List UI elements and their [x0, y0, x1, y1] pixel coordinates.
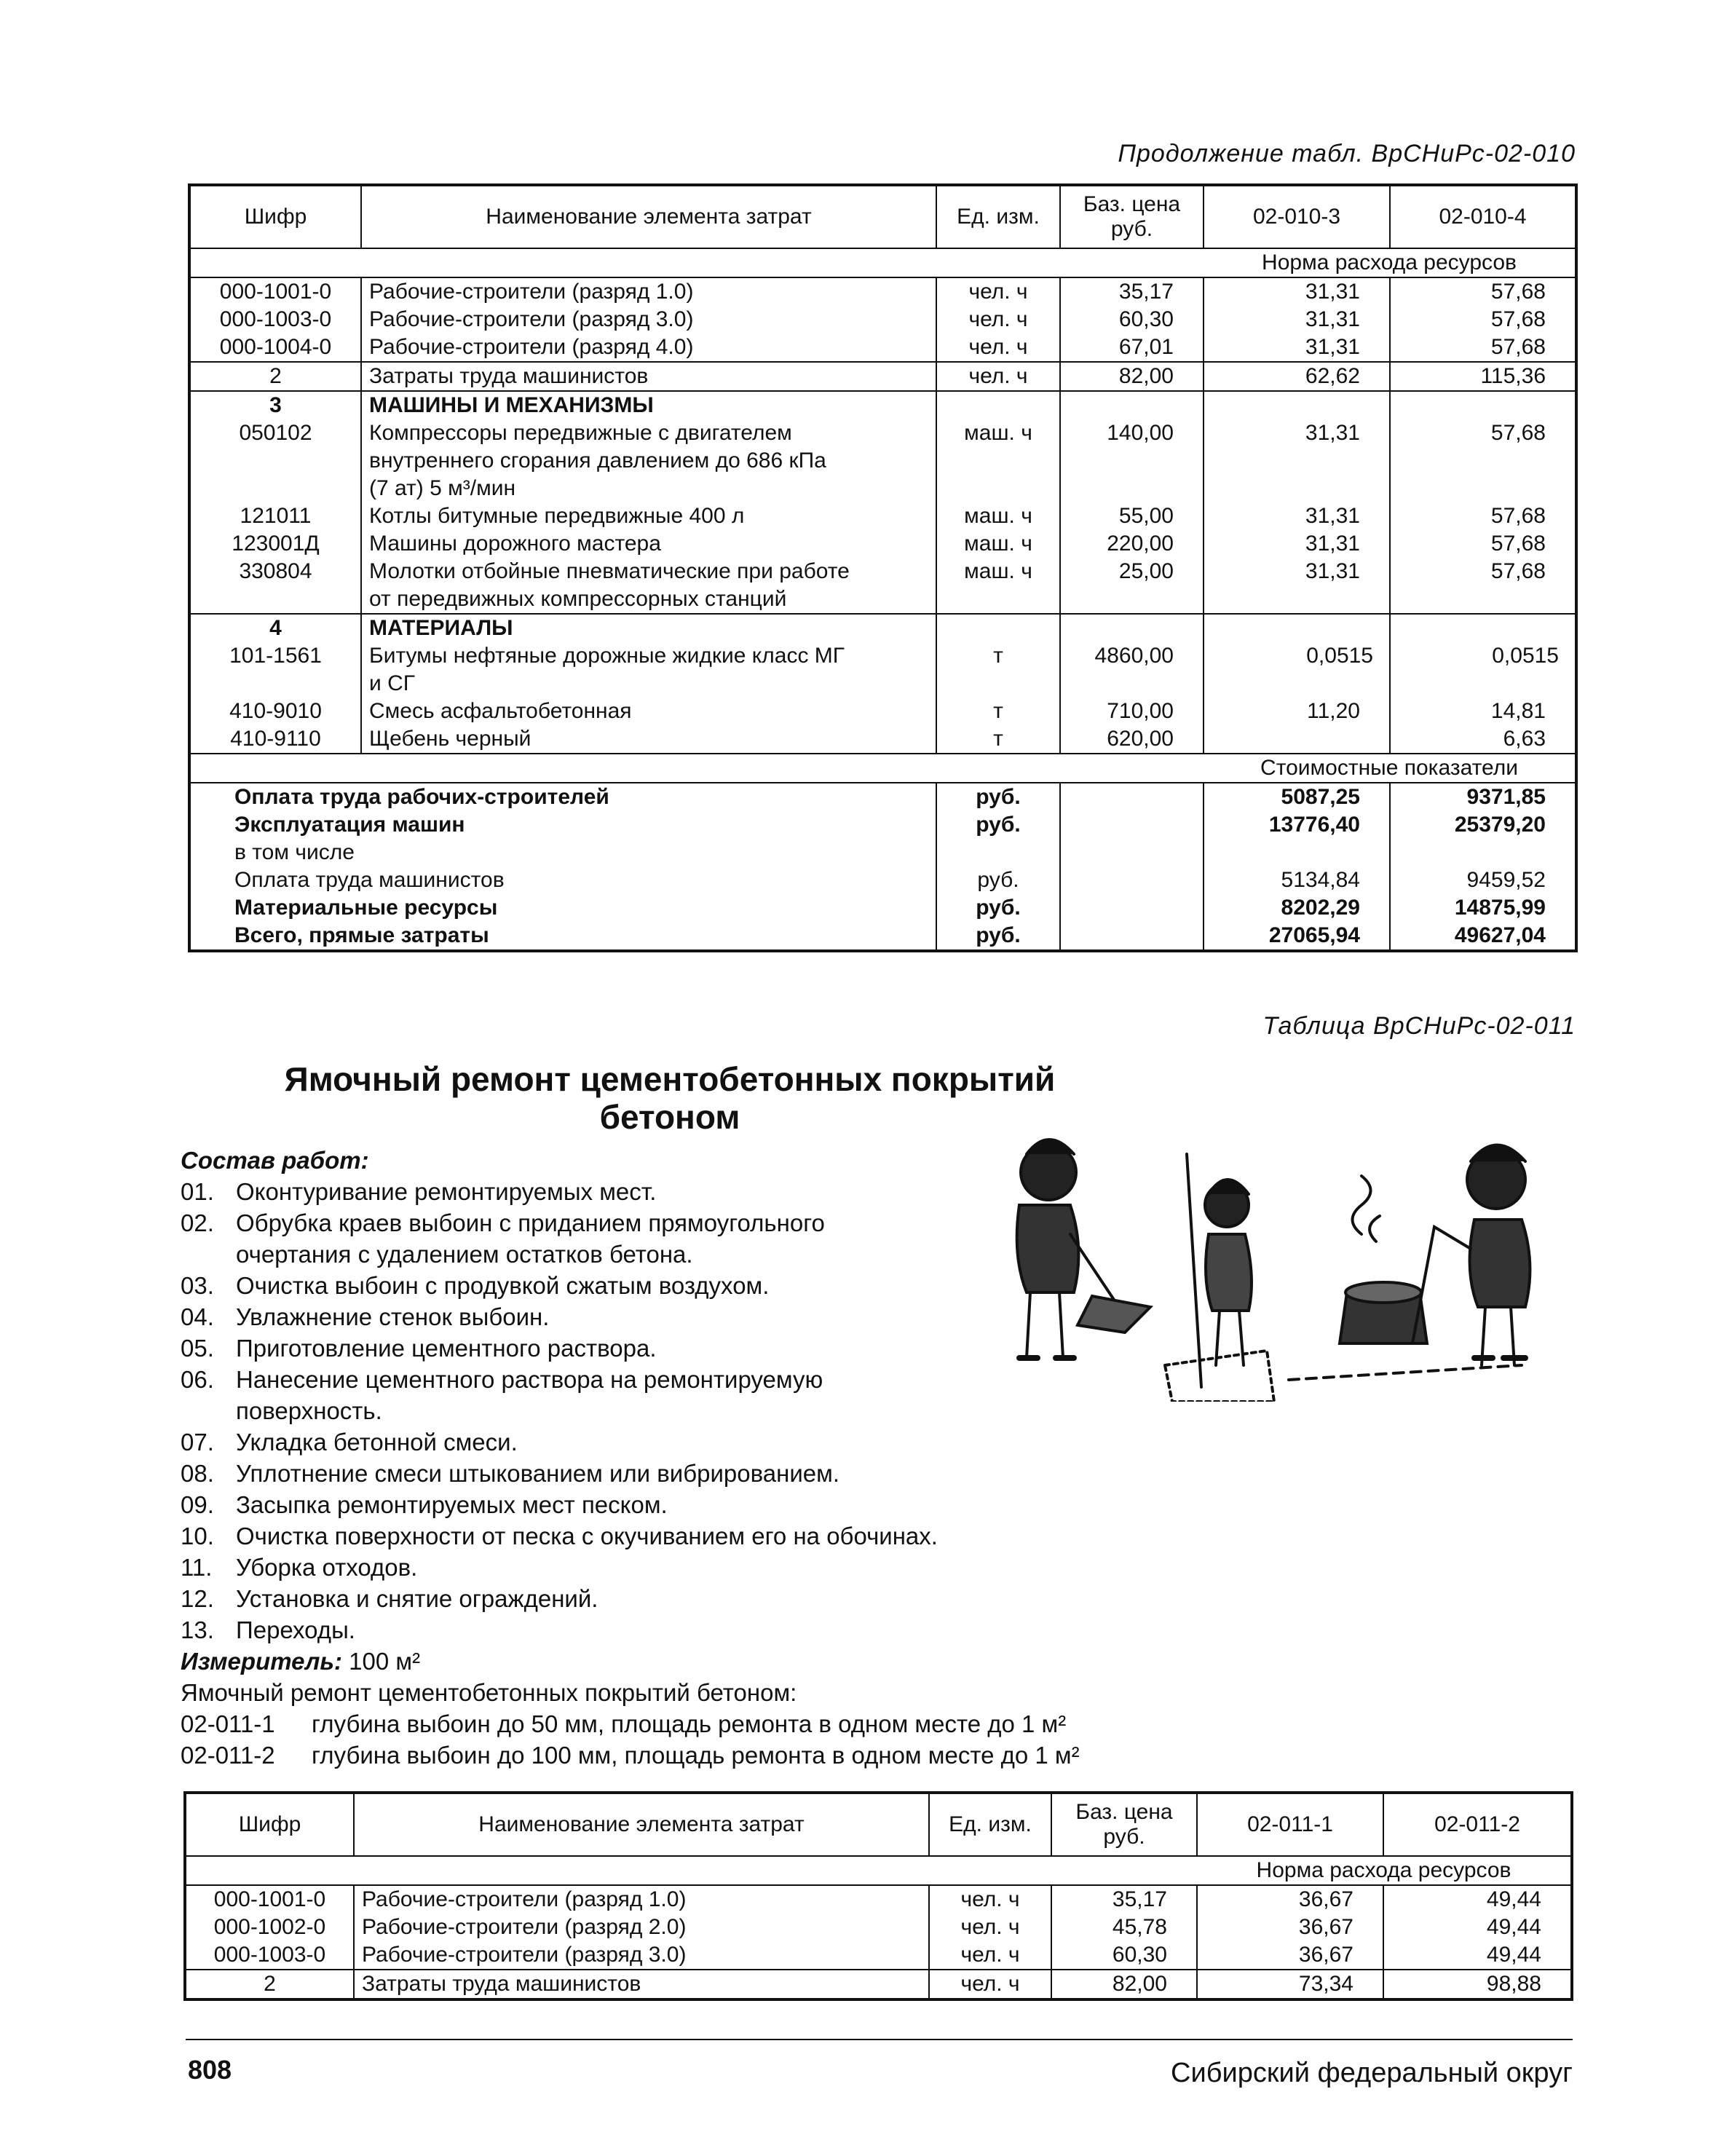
header-col-1: 02-010-3 — [1204, 185, 1390, 248]
table-row: 050102 Компрессоры передвижные с двигателем внутреннего сгорания давлением до 686 кПа (7 ат) 5 м³/мин маш. ч 140,00 31,31 57,68 — [189, 419, 1576, 502]
header-price: Баз. цена руб. — [1060, 185, 1204, 248]
list-item: 02. Обрубка краев выбоин с приданием прямоугольного — [181, 1209, 825, 1236]
list-item: 13. Переходы. — [181, 1616, 355, 1643]
list-item: 05. Приготовление цементного раствора. — [181, 1335, 657, 1362]
table-row: 2 Затраты труда машинистов чел. ч 82,00 73,34 98,88 — [185, 1970, 1572, 1999]
summary-row: Материальные ресурсы руб. 8202,29 14875,99 — [189, 894, 1576, 922]
header-name: Наименование элемента затрат — [354, 1793, 929, 1856]
summary-row: Всего, прямые затраты руб. 27065,94 49627,04 — [189, 922, 1576, 951]
page-number: 808 — [188, 2055, 232, 2085]
repair-item: 02-011-2 глубина выбоин до 100 мм, площадь ремонта в одном месте до 1 м² — [181, 1742, 1080, 1769]
list-item: 03. Очистка выбоин с продувкой сжатым воздухом. — [181, 1272, 770, 1299]
summary-row: в том числе — [189, 839, 1576, 866]
road-workers-illustration — [968, 1125, 1536, 1402]
works-header: Состав работ: — [181, 1147, 369, 1174]
header-unit: Ед. изм. — [936, 185, 1060, 248]
list-item: 10. Очистка поверхности от песка с окучиванием его на обочинах. — [181, 1523, 938, 1549]
table-row: 410-9110 Щебень черный т 620,00 6,63 — [189, 725, 1576, 754]
repair-item: 02-011-1 глубина выбоин до 50 мм, площадь ремонта в одном месте до 1 м² — [181, 1710, 1067, 1737]
table-row: 101-1561 Битумы нефтяные дорожные жидкие класс МГ и СГ т 4860,00 0,0515 0,0515 — [189, 642, 1576, 698]
section-row: 3 МАШИНЫ И МЕХАНИЗМЫ — [189, 391, 1576, 419]
table-row: 2 Затраты труда машинистов чел. ч 82,00 62,62 115,36 — [189, 362, 1576, 391]
meter-line: Измеритель: 100 м² — [181, 1648, 421, 1675]
header-price: Баз. цена руб. — [1051, 1793, 1197, 1856]
list-item: 09. Засыпка ремонтируемых мест песком. — [181, 1491, 668, 1518]
summary-row: Оплата труда рабочих-строителей руб. 5087,25 9371,85 — [189, 783, 1576, 811]
footer-rule — [186, 2039, 1573, 2040]
list-item: 12. Установка и снятие ограждений. — [181, 1585, 598, 1612]
footer-region: Сибирский федеральный округ — [1171, 2058, 1573, 2088]
list-item: 04. Увлажнение стенок выбоин. — [181, 1303, 550, 1330]
norm-label: Норма расхода ресурсов — [1204, 248, 1576, 277]
section-row: 4 МАТЕРИАЛЫ — [189, 614, 1576, 642]
repair-intro: Ямочный ремонт цементобетонных покрытий бетоном: — [181, 1679, 797, 1706]
works-list: Состав работ: 01. Оконтуривание ремонтируемых мест. 02. Обрубка краев выбоин с приданием прямоугольного очертания с удалением остатков бетона. 03. Очистка выбоин с продувкой сжатым воздухом. 04. Увлажнение стенок выбоин. 05. Приготовление цементного раствора. 06. Нанесение цементного раствора на ремонтируемую поверхность. 07. Укладка бетонной смеси. 08. Уплотнение смеси штыкованием или вибрированием. 09. Засыпка ремонтируемых мест песком. 10. Очистка поверхности от песка с окучиванием его на обочинах. 11. Уборка отходов. 12. Установка и снятие ограждений. 13. Переходы. Измеритель: 100 м² Ямочный ремонт цементобетонных покрытий бетоном: 02-011-1 глубина выбоин до 50 мм, площадь ремонта в одном месте до 1 м² 02-011-2 глубина выбоин до 100 мм, площадь ремонта в одном месте до 1 м² — [181, 1145, 1080, 1771]
list-item: 11. Уборка отходов. — [181, 1554, 418, 1581]
header-name: Наименование элемента затрат — [361, 185, 936, 248]
table-caption: Таблица ВрСНиРс-02-011 — [1262, 1012, 1576, 1040]
header-col-2: 02-011-2 — [1383, 1793, 1572, 1856]
summary-row: Оплата труда машинистов руб. 5134,84 9459,52 — [189, 866, 1576, 894]
list-item: 01. Оконтуривание ремонтируемых мест. — [181, 1178, 657, 1205]
list-item: 06. Нанесение цементного раствора на ремонтируемую — [181, 1366, 823, 1393]
table-row: 000-1002-0 Рабочие-строители (разряд 2.0) чел. ч 45,78 36,67 49,44 — [185, 1914, 1572, 1941]
list-item: 07. Укладка бетонной смеси. — [181, 1429, 518, 1456]
table-row: 121011 Котлы битумные передвижные 400 л маш. ч 55,00 31,31 57,68 — [189, 502, 1576, 530]
header-col-2: 02-010-4 — [1390, 185, 1576, 248]
header-col-1: 02-011-1 — [1197, 1793, 1383, 1856]
list-item: 08. Уплотнение смеси штыкованием или вибрированием. — [181, 1460, 839, 1487]
norm-label: Норма расхода ресурсов — [1197, 1856, 1572, 1885]
summary-row: Эксплуатация машин руб. 13776,40 25379,20 — [189, 811, 1576, 839]
header-code: Шифр — [189, 185, 361, 248]
table-row: 330804 Молотки отбойные пневматические при работе от передвижных компрессорных станций маш. ч 25,00 31,31 57,68 — [189, 558, 1576, 614]
table-row: 410-9010 Смесь асфальтобетонная т 710,00 11,20 14,81 — [189, 698, 1576, 725]
continuation-caption: Продолжение табл. ВрСНиРс-02-010 — [1118, 140, 1576, 167]
resource-table-02-010 — [188, 183, 1578, 952]
resource-table-02-011 — [183, 1791, 1573, 2001]
cost-label: Стоимостные показатели — [1204, 754, 1576, 783]
section-title: Ямочный ремонт цементобетонных покрытий бетоном — [284, 1060, 1056, 1136]
header-unit: Ед. изм. — [929, 1793, 1051, 1856]
table-row: 123001Д Машины дорожного мастера маш. ч 220,00 31,31 57,68 — [189, 530, 1576, 558]
table-row: 000-1003-0 Рабочие-строители (разряд 3.0) чел. ч 60,30 31,31 57,68 — [189, 306, 1576, 333]
table-row: 000-1004-0 Рабочие-строители (разряд 4.0) чел. ч 67,01 31,31 57,68 — [189, 333, 1576, 362]
header-code: Шифр — [185, 1793, 354, 1856]
table-row: 000-1001-0 Рабочие-строители (разряд 1.0) чел. ч 35,17 36,67 49,44 — [185, 1885, 1572, 1914]
table-row: 000-1003-0 Рабочие-строители (разряд 3.0) чел. ч 60,30 36,67 49,44 — [185, 1941, 1572, 1970]
table-row: 000-1001-0 Рабочие-строители (разряд 1.0) чел. ч 35,17 31,31 57,68 — [189, 277, 1576, 306]
